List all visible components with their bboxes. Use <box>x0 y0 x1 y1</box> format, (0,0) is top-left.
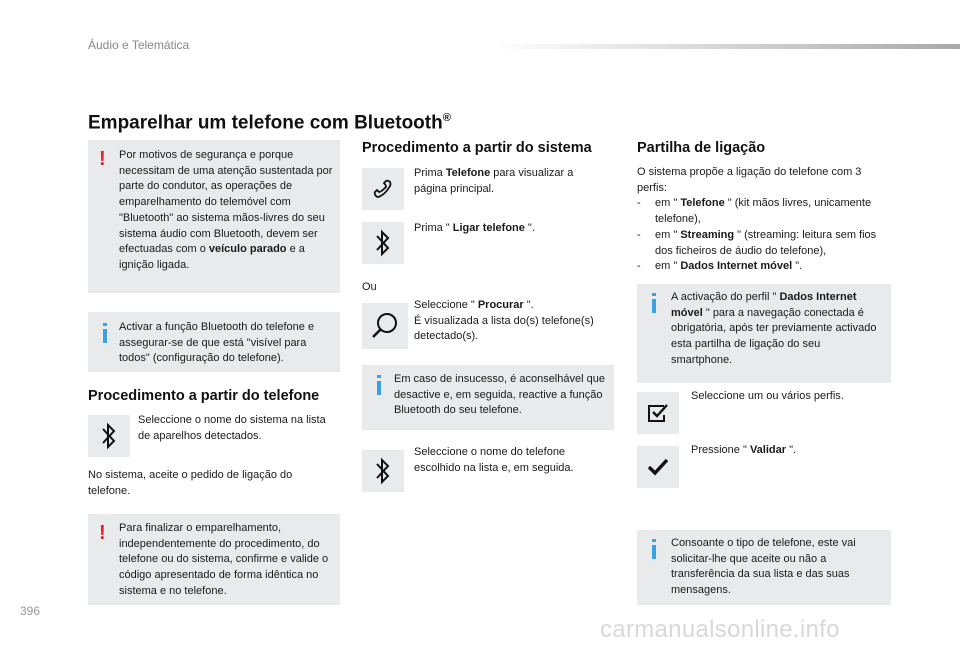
warning-icon: ! <box>99 522 106 544</box>
search-icon-box <box>362 303 408 349</box>
profiles-list <box>637 196 887 275</box>
checkbox-icon-box <box>637 392 679 434</box>
info-icon <box>377 375 381 395</box>
search-icon <box>369 310 401 342</box>
info-icon <box>103 323 107 343</box>
warning-box-confirm <box>88 514 340 605</box>
checkbox-icon <box>645 401 671 425</box>
warning-icon: ! <box>99 148 106 170</box>
bluetooth-icon-box <box>88 415 130 457</box>
info-text-failure: Em caso de insucesso, é aconselhável que desactive e, em seguida, reactive a função Bluetooth do seu telefone. <box>394 373 605 417</box>
page-title: Emparelhar um telefone com Bluetooth® <box>88 112 451 134</box>
info-icon <box>652 539 656 559</box>
phone-icon-box <box>362 168 404 210</box>
system-step-search: Seleccione " Procurar ". É visualizada a lista do(s) telefone(s) detectado(s). <box>414 299 594 343</box>
warning-text-safety: Por motivos de segurança e porque necessitam de uma atenção sustentada por parte do condutor, as operações de emparelhamento do telemóvel com "Bluetooth" ao sistema mãos-livres do seu sistema áudio com Bluetooth, devem ser efectuadas com o veículo parado e a ignição ligada. <box>119 149 333 271</box>
bluetooth-icon <box>373 456 393 486</box>
header-bar <box>490 44 960 49</box>
info-text-transfer: Consoante o tipo de telefone, este vai solicitar-lhe que aceite ou não a transferência da sua lista e das suas mensagens. <box>671 537 856 597</box>
info-box-bluetooth <box>88 312 340 372</box>
checkmark-icon-box <box>637 446 679 488</box>
phone-step-select-system: Seleccione o nome do sistema na lista de aparelhos detectados. <box>138 414 326 442</box>
system-step-select-phone: Seleccione o nome do telefone escolhido na lista e, em seguida. <box>414 446 574 474</box>
bluetooth-icon-box <box>362 222 404 264</box>
warning-box-safety <box>88 140 340 293</box>
heading-phone-procedure: Procedimento a partir do telefone <box>88 388 320 404</box>
page-number: 396 <box>20 604 41 618</box>
heading-system-procedure: Procedimento a partir do sistema <box>362 140 592 156</box>
or-label: Ou <box>362 281 377 293</box>
watermark: carmanualsonline.info <box>600 616 840 643</box>
info-text-bluetooth: Activar a função Bluetooth do telefone e assegurar-se de que está "visível para todos" (configuração do telefone). <box>119 321 315 365</box>
phone-step-accept: No sistema, aceite o pedido de ligação do telefone. <box>88 469 293 497</box>
info-text-internet: A activação do perfil " Dados Internet móvel " para a navegação conectada é obrigatória, após ter previamente activado esta partilha de ligação do seu smartphone. <box>671 291 877 366</box>
profiles-intro: O sistema propõe a ligação do telefone com 3 perfis: - em " Telefone " (kit mãos livres, unicamente telefone), - em " Streaming " (streaming: leitura sem fios dos ficheiros de áudio do telefone), - em " Dados Internet móvel ". <box>637 165 887 275</box>
checkmark-icon <box>646 456 670 478</box>
info-box-internet <box>637 284 891 383</box>
bluetooth-icon-box <box>362 450 404 492</box>
info-icon <box>652 293 656 313</box>
profile-item: - em " Streaming " (streaming: leitura sem fios dos ficheiros de áudio do telefone), <box>637 228 887 259</box>
section-title: Áudio e Telemática <box>88 38 190 52</box>
bluetooth-icon <box>99 421 119 451</box>
profile-item: - em " Dados Internet móvel ". <box>637 259 887 275</box>
info-box-failure <box>362 365 614 430</box>
phone-handset-icon <box>370 176 396 202</box>
sharing-step-validate: Pressione " Validar ". <box>691 444 797 456</box>
system-step-phone: Prima Telefone para visualizar a página principal. <box>414 167 574 195</box>
profile-item: - em " Telefone " (kit mãos livres, unicamente telefone), <box>637 196 887 227</box>
bluetooth-icon <box>373 228 393 258</box>
sharing-step-select-profiles: Seleccione um ou vários perfis. <box>691 390 844 402</box>
info-box-transfer <box>637 530 891 605</box>
warning-text-confirm: Para finalizar o emparelhamento, independentemente do procedimento, do telefone ou do sistema, confirme e valide o código apresentado de forma idêntica no sistema e no telefone. <box>119 522 329 597</box>
heading-connection-sharing: Partilha de ligação <box>637 140 766 156</box>
system-step-connect: Prima " Ligar telefone ". <box>414 222 535 234</box>
